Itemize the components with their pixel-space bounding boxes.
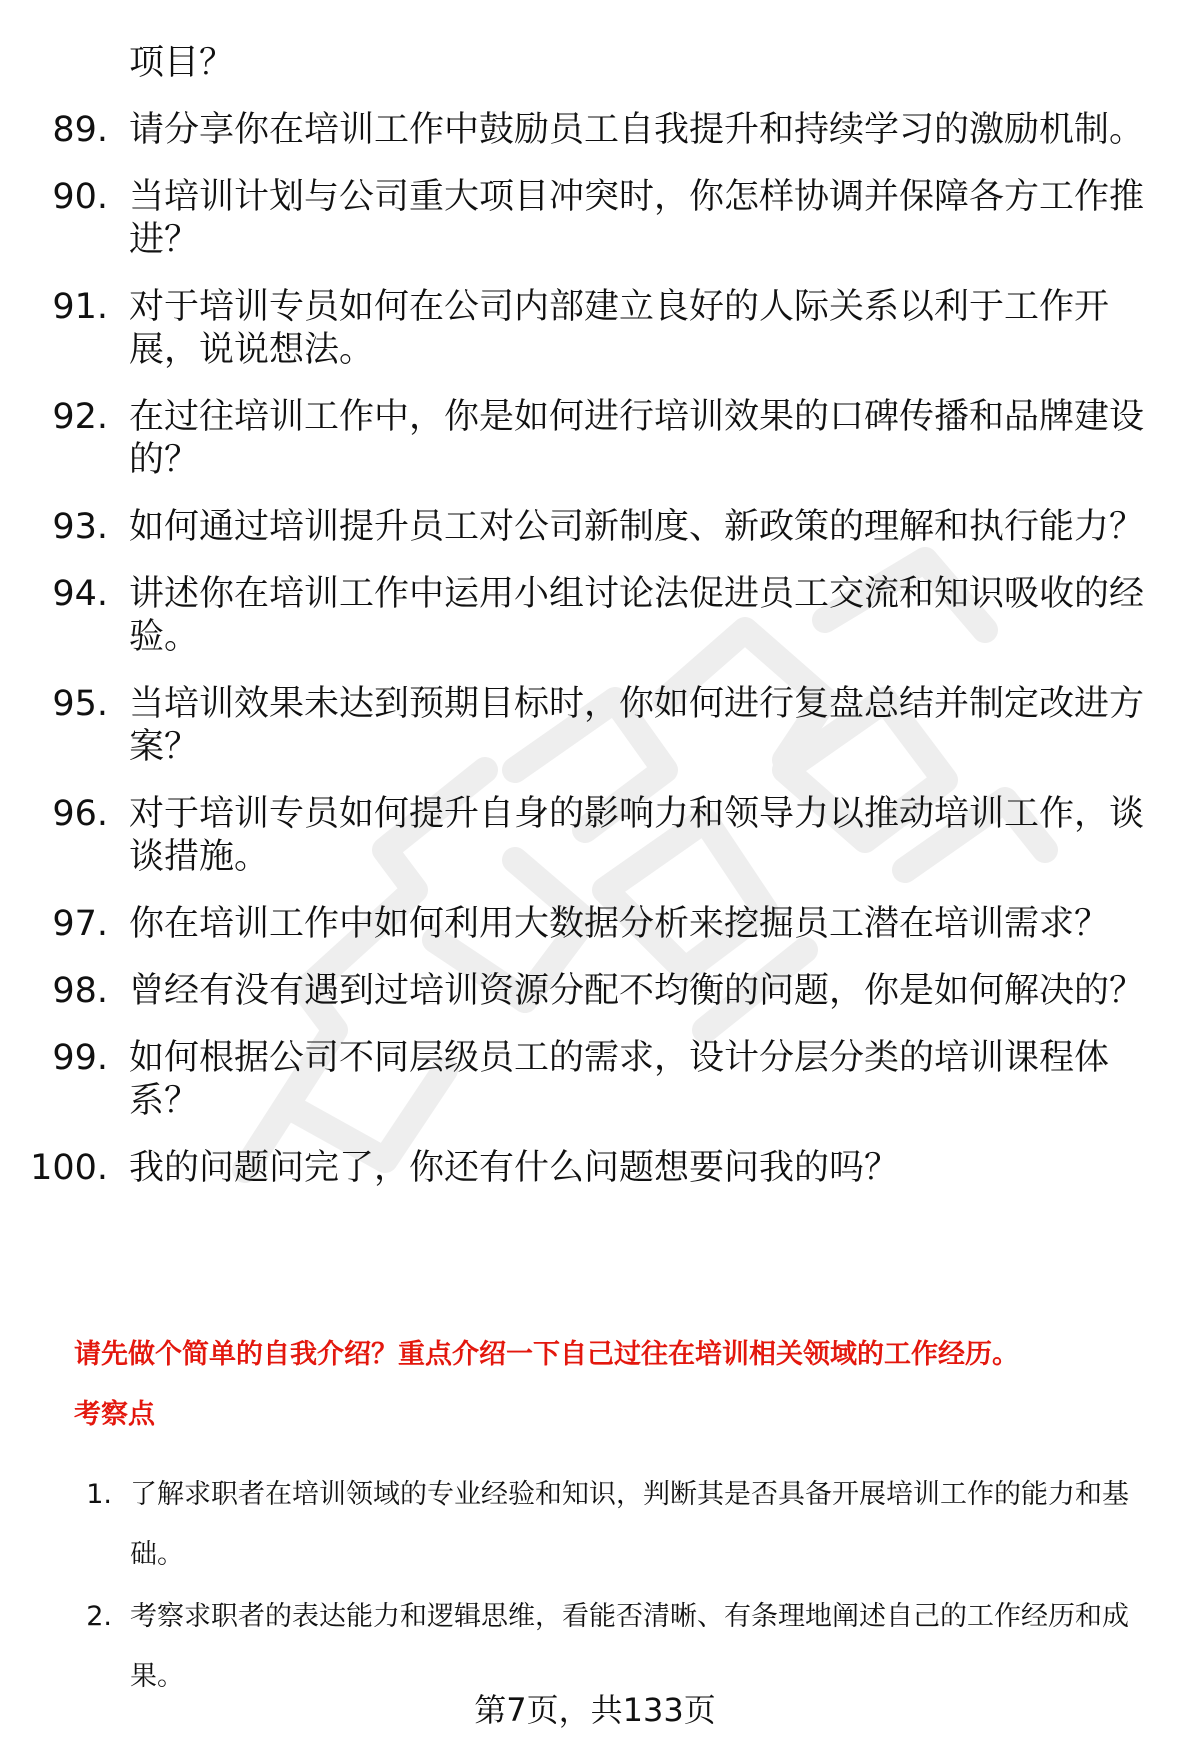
- list-item: [0, 286, 1190, 372]
- question-text: 如何通过培训提升员工对公司新制度、新政策的理解和执行能力？: [129, 507, 1145, 547]
- list-item: [0, 396, 1190, 482]
- question-number: 90.: [52, 177, 108, 217]
- question-text: 我的问题问完了，你还有什么问题想要问我的吗？: [129, 1148, 900, 1188]
- question-number: 97.: [52, 904, 108, 944]
- page-number: 第7页，共133页: [474, 1691, 716, 1729]
- question-number: 95.: [52, 684, 108, 724]
- question-text: 当培训计划与公司重大项目冲突时，你怎样协调并保障各方工作推进？: [129, 177, 1145, 260]
- question-number: 92.: [52, 397, 108, 437]
- list-item: [0, 1147, 1190, 1190]
- question-text: 对于培训专员如何提升自身的影响力和领导力以推动培训工作，谈谈措施。: [129, 794, 1145, 877]
- list-item: [0, 970, 1190, 1013]
- question-number: 94.: [52, 574, 108, 614]
- question-text: 在过往培训工作中，你是如何进行培训效果的口碑传播和品牌建设的？: [129, 397, 1145, 480]
- question-number: 91.: [52, 287, 108, 327]
- question-number: 98.: [52, 971, 108, 1011]
- question-list: [0, 42, 1190, 1214]
- question-number: 96.: [52, 794, 108, 834]
- question-text: 曾经有没有遇到过培训资源分配不均衡的问题，你是如何解决的？: [129, 971, 1145, 1011]
- question-text: 项目？: [129, 43, 235, 83]
- question-text: 如何根据公司不同层级员工的需求，设计分层分类的培训课程体系？: [129, 1038, 1110, 1121]
- question-text: 对于培训专员如何在公司内部建立良好的人际关系以利于工作开展，说说想法。: [129, 287, 1110, 370]
- question-number: 89.: [52, 110, 108, 150]
- point-text: 考察求职者的表达能力和逻辑思维，看能否清晰、有条理地阐述自己的工作经历和成果。: [130, 1601, 1129, 1692]
- list-item: [0, 109, 1190, 152]
- highlight-question: 请先做个简单的自我介绍？重点介绍一下自己过往在培训相关领域的工作经历。: [74, 1339, 1019, 1370]
- question-number: 93.: [52, 507, 108, 547]
- section-title: 考察点: [74, 1399, 155, 1430]
- point-number: 2.: [86, 1601, 112, 1632]
- point-text: 了解求职者在培训领域的专业经验和知识，判断其是否具备开展培训工作的能力和基础。: [130, 1479, 1129, 1570]
- list-item: [0, 1587, 1190, 1707]
- list-item: [0, 903, 1190, 946]
- list-item: [0, 176, 1190, 262]
- question-text: 讲述你在培训工作中运用小组讨论法促进员工交流和知识吸收的经验。: [129, 574, 1145, 657]
- list-item: [0, 1037, 1190, 1123]
- question-text: 你在培训工作中如何利用大数据分析来挖掘员工潜在培训需求？: [129, 904, 1110, 944]
- question-text: 请分享你在培训工作中鼓励员工自我提升和持续学习的激励机制。: [129, 110, 1145, 150]
- list-item: [0, 573, 1190, 659]
- question-text: 当培训效果未达到预期目标时，你如何进行复盘总结并制定改进方案？: [129, 684, 1145, 767]
- point-number: 1.: [86, 1479, 112, 1510]
- list-item: [0, 506, 1190, 549]
- list-item: [0, 793, 1190, 879]
- list-item: [0, 1465, 1190, 1585]
- question-number: 100.: [30, 1148, 108, 1188]
- question-number: 99.: [52, 1038, 108, 1078]
- list-item: [0, 42, 1190, 85]
- points-list: [0, 1465, 1190, 1709]
- list-item: [0, 683, 1190, 769]
